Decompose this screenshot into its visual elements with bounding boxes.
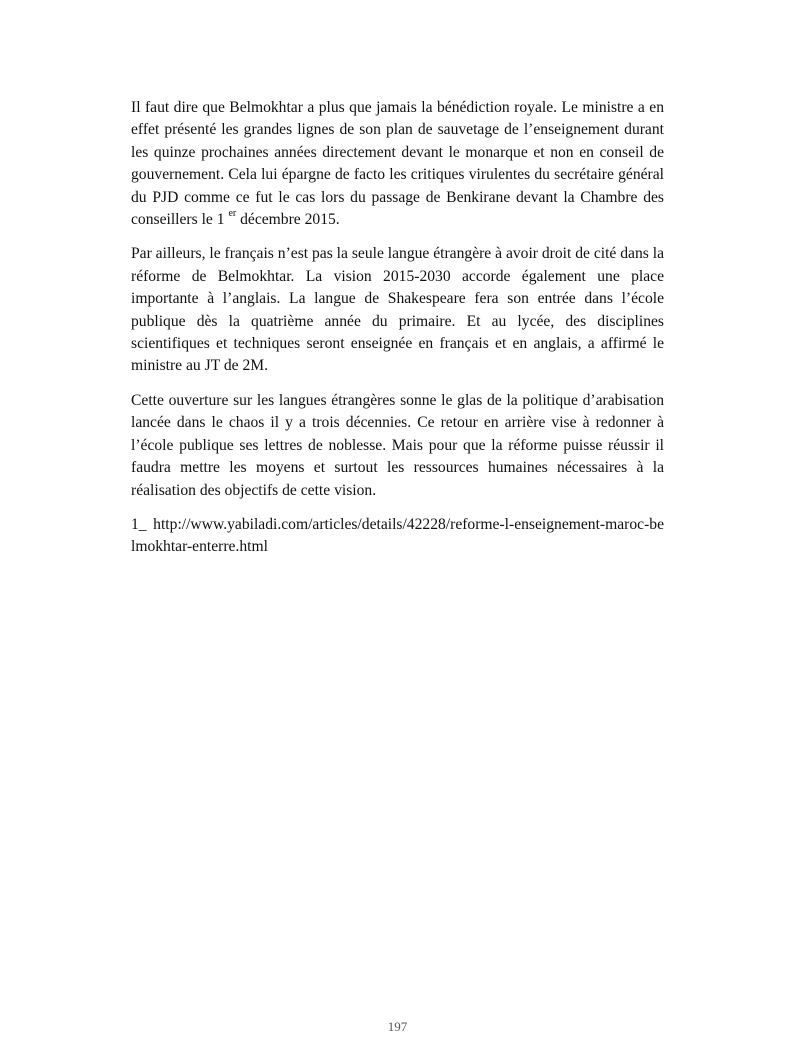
paragraph-3: Cette ouverture sur les langues étrangères sonne le glas de la politique d’arabisation lancée dans le chaos il y a trois décennies. Ce retour en arrière vise à redonner à l’école publique ses lettres de noblesse. Mais pour que la réforme puisse réussir il faudra mettre les moyens et surtout les ressources humaines nécessaires à la réalisation des objectifs de cette vision. (131, 391, 664, 499)
paragraph-2: Par ailleurs, le français n’est pas la seule langue étrangère à avoir droit de cité dans la réforme de Belmokhtar. La vision 2015-2030 accorde également une place importante à l’anglais. La langue de Shakespeare fera son entrée dans l’école publique dès la quatrième année du primaire. Et au lycée, des disciplines scientifiques et techniques seront enseignée en français et en anglais, a affirmé le ministre au JT de 2M. (131, 245, 664, 375)
footnote-link[interactable]: 1_ http://www.yabiladi.com/articles/details/42228/reforme-l-enseignement-maroc-belmokhtar-enterre.html (131, 515, 664, 556)
paragraph-1 (131, 97, 664, 231)
ordinal-superscript: er (228, 207, 237, 219)
paragraph-1-text: Il faut dire que Belmokhtar a plus que jamais la bénédiction royale. Le ministre a en effet présenté les grandes lignes de son plan de sauvetage de l’enseignement durant les quinze prochaines années directement devant le monarque et non en conseil de gouvernement. Cela lui épargne de facto les critiques virulentes du secrétaire général du PJD comme ce fut le cas lors du passage de Benkirane devant la Chambre des conseillers le 1 (131, 99, 664, 229)
document-body (131, 97, 664, 559)
paragraph-1-tail: décembre 2015. (236, 211, 340, 229)
page-number: 197 (387, 1019, 408, 1034)
